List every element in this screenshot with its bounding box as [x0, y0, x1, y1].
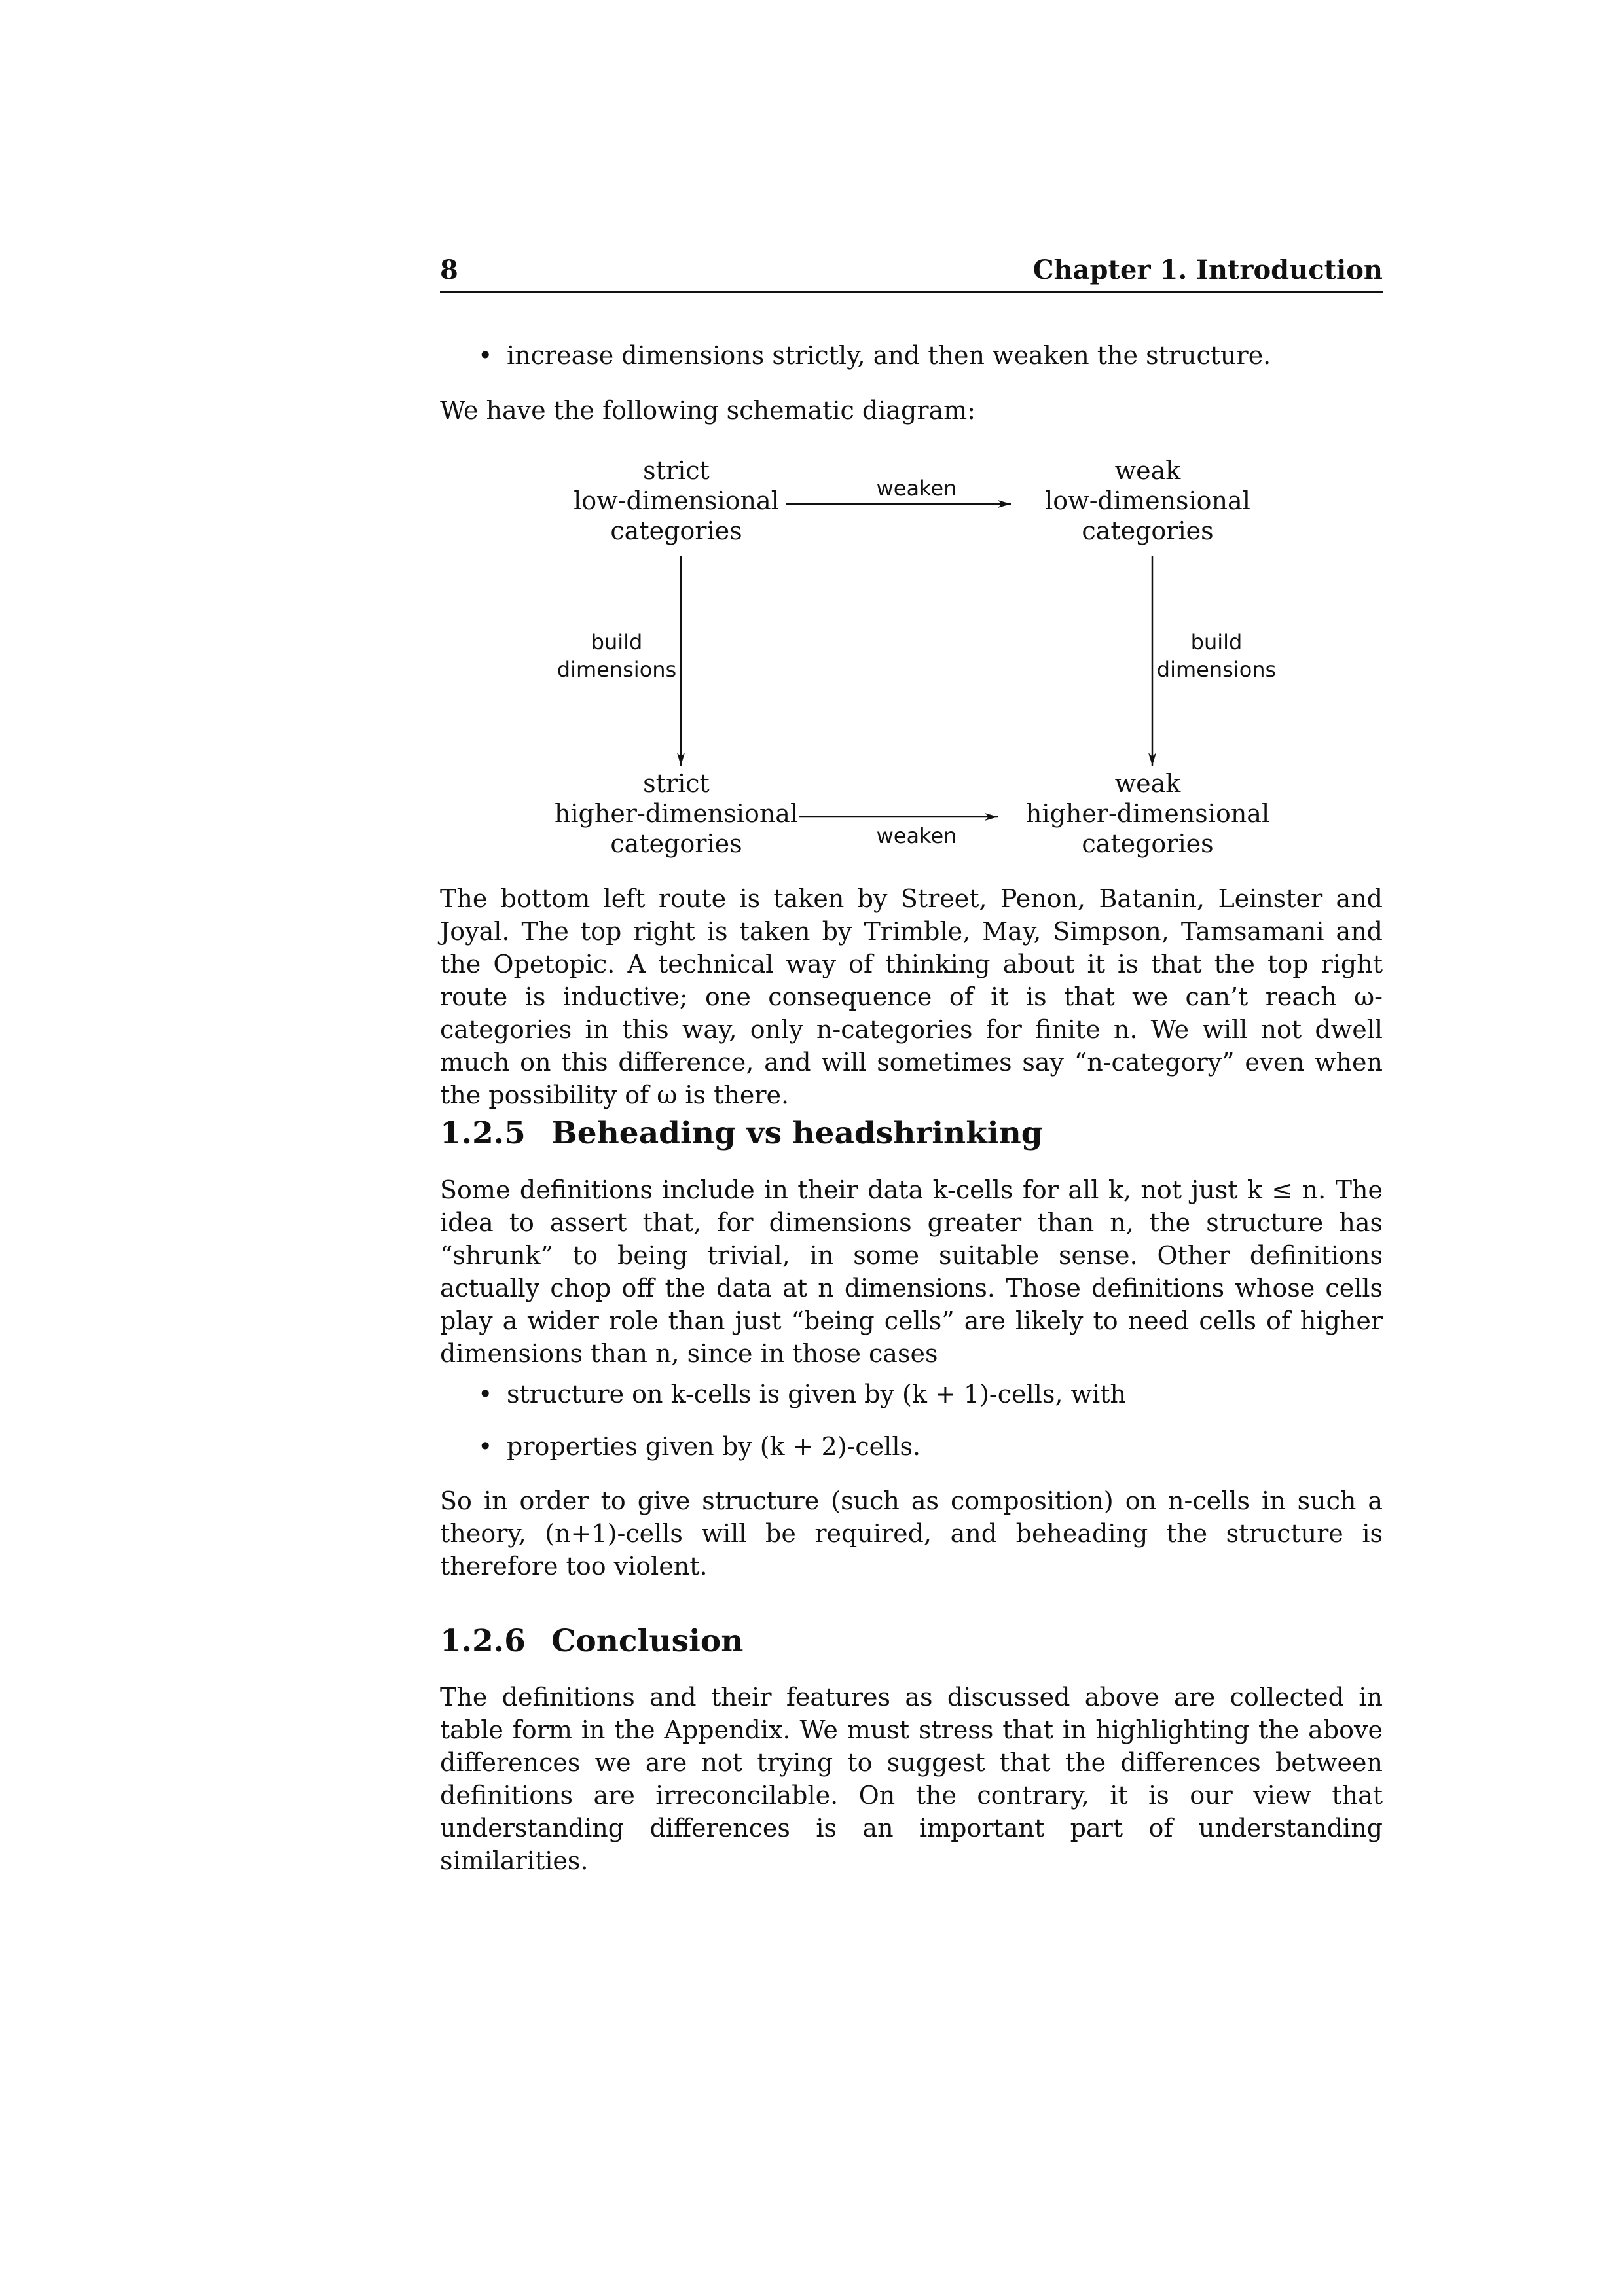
- label-bottom-weaken: weaken: [876, 823, 957, 848]
- node-strict-low: [574, 456, 779, 545]
- node-tr-line3: categories: [1082, 516, 1214, 545]
- list-item: [478, 339, 1271, 372]
- node-strict-higher: [555, 769, 798, 858]
- bullet-text: structure on k-cells is given by (k + 1)-cells, with: [507, 1380, 1126, 1408]
- node-br-line2: higher-dimensional: [1025, 799, 1270, 828]
- node-weak-low: [1045, 456, 1250, 545]
- node-tl-line2: low-dimensional: [574, 486, 779, 515]
- bullet-text: increase dimensions strictly, and then weaken the structure.: [507, 341, 1271, 370]
- node-br-line3: categories: [1082, 829, 1214, 858]
- bullet-text: properties given by (k + 2)-cells.: [507, 1432, 921, 1461]
- label-right-build-1: build: [1190, 630, 1243, 655]
- node-bl-line3: categories: [610, 829, 742, 858]
- bullet-icon: •: [478, 1432, 493, 1461]
- list-item: [478, 1378, 1126, 1410]
- label-right-build-2: dimensions: [1156, 657, 1277, 682]
- node-bl-line2: higher-dimensional: [554, 799, 799, 828]
- running-title: Chapter 1. Introduction: [1032, 255, 1383, 285]
- paragraph-conclusion: The definitions and their features as discussed above are collected in table form in the Appendix. We must stress that in highlighting the above differences we are not trying to suggest that the differences between definitions are irreconcilable. On the contrary, it is our view that understanding differences is an important part of understanding similarities.: [440, 1683, 1383, 1875]
- list-item: [478, 1430, 921, 1463]
- node-tr-line1: weak: [1114, 456, 1181, 485]
- section-title: Conclusion: [551, 1623, 744, 1659]
- section-number: 1.2.6: [440, 1623, 526, 1659]
- label-left-build-2: dimensions: [556, 657, 677, 682]
- node-weak-higher: [1026, 769, 1269, 858]
- section-heading-125: [440, 1115, 1043, 1151]
- label-top-weaken: weaken: [876, 476, 957, 501]
- page-number: 8: [440, 255, 458, 285]
- node-tl-line1: strict: [643, 456, 710, 485]
- page-header: [440, 252, 1383, 293]
- node-tl-line3: categories: [610, 516, 742, 545]
- paragraph-beheading: Some definitions include in their data k-cells for all k, not just k ≤ n. The idea to assert that, for dimensions greater than n, the structure has “shrunk” to being trivial, in some suitable sense. Other definitions actually chop off the data at n dimensions. Those definitions whose cells play a wider role than just “being cells” are likely to need cells of higher dimensions than n, since in those cases: [440, 1175, 1383, 1368]
- label-left-build-1: build: [591, 630, 643, 655]
- paragraph-violent: So in order to give structure (such as composition) on n-cells in such a theory, (n+1)-cells will be required, and beheading the structure is therefore too violent.: [440, 1486, 1383, 1581]
- section-heading-126: [440, 1623, 743, 1659]
- section-title: Beheading vs headshrinking: [551, 1115, 1043, 1151]
- node-bl-line1: strict: [643, 769, 710, 798]
- node-tr-line2: low-dimensional: [1045, 486, 1250, 515]
- paragraph-routes: The bottom left route is taken by Street, Penon, Batanin, Leinster and Joyal. The top right is taken by Trimble, May, Simpson, Tamsamani and the Opetopic. A technical way of thinking about it is that the top right route is inductive; one consequence of it is that we can’t reach ω-categories in this way, only n-categories for finite n. We will not dwell much on this difference, and will sometimes say “n-category” even when the possibility of ω is there.: [440, 884, 1383, 1109]
- bullet-icon: •: [478, 341, 493, 370]
- node-br-line1: weak: [1114, 769, 1181, 798]
- bullet-icon: •: [478, 1380, 493, 1408]
- intro-diagram-text: We have the following schematic diagram:: [440, 396, 976, 425]
- section-number: 1.2.5: [440, 1115, 526, 1151]
- schematic-diagram: [524, 445, 1309, 864]
